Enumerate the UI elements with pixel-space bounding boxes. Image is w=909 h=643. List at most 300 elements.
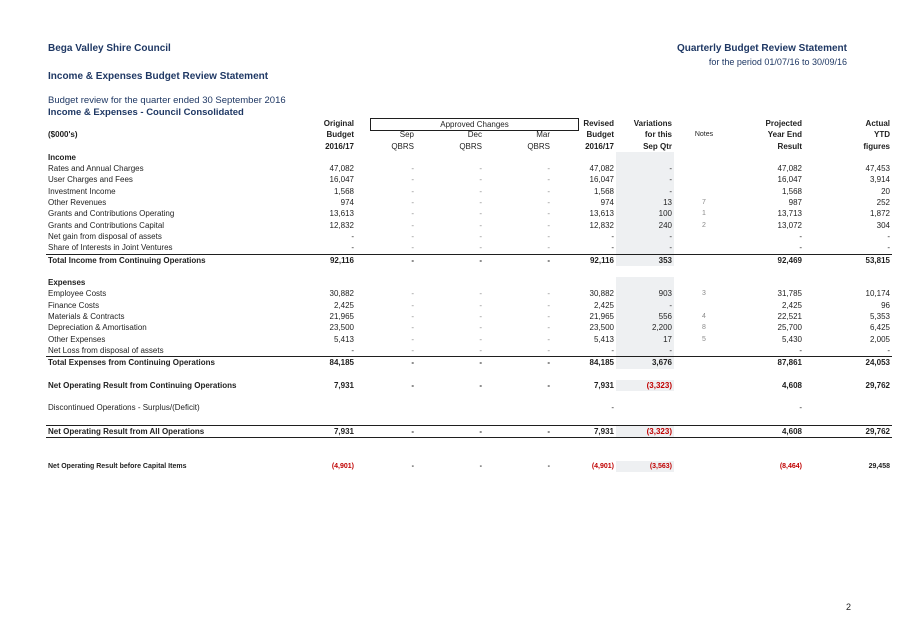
table-cell <box>804 438 892 450</box>
col-qbrs-dec: QBRS <box>459 141 482 151</box>
row-label: Total Income from Continuing Operations <box>46 254 276 266</box>
table-cell <box>616 369 674 380</box>
table-cell <box>276 369 356 380</box>
cell-proj: 22,521 <box>777 312 802 322</box>
cell-rev: (4,901) <box>591 462 614 470</box>
cell-proj: 31,785 <box>777 289 802 299</box>
table-cell <box>46 266 276 277</box>
table-cell <box>552 391 616 402</box>
cell-orig: 92,116 <box>276 254 356 266</box>
cell-ytd: 2,005 <box>869 334 890 344</box>
col-original: Original <box>323 119 354 128</box>
table-cell <box>734 450 804 461</box>
review-line: Budget review for the quarter ended 30 September 2016 <box>48 95 286 106</box>
table-cell <box>276 266 356 277</box>
table-cell <box>734 438 804 450</box>
cell-var: 556 <box>616 311 674 322</box>
cell-ytd: 252 <box>876 198 890 208</box>
cell-proj: 987 <box>788 198 802 208</box>
table-cell <box>674 369 734 380</box>
cell-orig: 47,082 <box>329 164 354 174</box>
col-year: 2016/17 <box>325 141 354 151</box>
cell-dec: - <box>479 462 482 470</box>
table-cell <box>484 152 552 163</box>
cell-var: - <box>616 345 674 357</box>
cell-orig: 1,568 <box>333 186 354 196</box>
cell-sep: - <box>411 231 414 241</box>
blank <box>356 118 416 129</box>
cell-orig: 23,500 <box>329 323 354 333</box>
table-cell <box>552 438 616 450</box>
income-total-row <box>46 254 892 266</box>
table-cell <box>616 391 674 402</box>
table-cell <box>276 402 356 413</box>
row-label: Net Operating Result from Continuing Operations <box>48 380 237 390</box>
cell-sep: - <box>356 426 416 438</box>
cell-mar: - <box>547 186 550 196</box>
cell-rev: - <box>611 403 614 413</box>
blank <box>674 118 734 129</box>
col-figures: figures <box>863 141 890 151</box>
cell-rev: 23,500 <box>589 323 614 333</box>
table-cell <box>46 369 276 380</box>
cell-var: 13 <box>616 197 674 208</box>
cell-orig: 974 <box>340 198 354 208</box>
blank <box>416 118 484 129</box>
cell-rev: 13,613 <box>589 209 614 219</box>
cell-rev: 7,931 <box>552 426 616 438</box>
cell-orig: 7,931 <box>333 380 354 390</box>
cell-note <box>674 426 734 438</box>
cell-sep: - <box>411 380 414 390</box>
cell-sep: - <box>411 220 414 230</box>
cell-proj: - <box>799 231 802 241</box>
section-heading: Expenses <box>48 278 86 288</box>
table-cell <box>416 414 484 426</box>
row-label: Rates and Annual Charges <box>48 164 144 174</box>
page-number: 2 <box>846 602 852 612</box>
income-row <box>46 186 892 197</box>
table-cell <box>804 414 892 426</box>
expense-row <box>46 322 892 333</box>
col-result: Result <box>777 141 802 151</box>
cell-rev: 7,931 <box>593 380 614 390</box>
row-label: Materials & Contracts <box>48 312 125 322</box>
table-cell <box>484 369 552 380</box>
expense-row <box>46 300 892 311</box>
cell-ytd: 20 <box>881 186 890 196</box>
cell-note <box>674 345 734 357</box>
col-sep: Sep <box>399 130 414 140</box>
cell-note <box>674 254 734 266</box>
cell-mar: - <box>547 345 550 355</box>
cell-sep: - <box>411 323 414 333</box>
table-cell <box>734 369 804 380</box>
cell-mar: - <box>547 164 550 174</box>
cell-dec: - <box>479 231 482 241</box>
income-heading <box>46 152 892 163</box>
cell-rev: - <box>611 243 614 253</box>
col-budget-revised: Budget <box>586 130 614 140</box>
cell-proj: - <box>799 243 802 253</box>
cell-var: 353 <box>616 254 674 266</box>
row-label: Other Revenues <box>48 198 107 208</box>
section-title: Income & Expenses - Council Consolidated <box>48 107 244 118</box>
cell-rev: 84,185 <box>552 357 616 369</box>
cell-var: - <box>616 174 674 185</box>
cell-sep: - <box>356 357 416 369</box>
cell-orig: - <box>351 243 354 253</box>
table-cell <box>356 402 416 413</box>
col-mar: Mar <box>536 130 550 140</box>
cell-var: 240 <box>616 220 674 231</box>
cell-ytd: 53,815 <box>804 254 892 266</box>
cell-rev: 21,965 <box>589 312 614 322</box>
table-cell <box>416 266 484 277</box>
cell-dec: - <box>479 243 482 253</box>
table-cell <box>484 402 552 413</box>
col-budget: Budget <box>326 130 354 140</box>
table-cell <box>804 391 892 402</box>
cell-mar: - <box>547 243 550 253</box>
table-cell <box>674 438 734 450</box>
cell-note <box>674 300 734 311</box>
table-cell <box>276 438 356 450</box>
table-cell <box>552 369 616 380</box>
cell-note: 8 <box>702 324 706 332</box>
cell-orig: 84,185 <box>276 357 356 369</box>
cell-var: 3,676 <box>616 357 674 369</box>
blank <box>674 141 734 152</box>
table-cell <box>46 391 276 402</box>
table-cell <box>46 414 276 426</box>
cell-var: 2,200 <box>616 322 674 333</box>
cell-mar: - <box>547 312 550 322</box>
cell-mar: - <box>547 289 550 299</box>
cell-orig: 13,613 <box>329 209 354 219</box>
col-qbrs-sep: QBRS <box>391 141 414 151</box>
row-label: Net Loss from disposal of assets <box>48 345 164 355</box>
table-cell <box>674 277 734 288</box>
cell-sep: - <box>411 175 414 185</box>
row-label: Share of Interests in Joint Ventures <box>48 243 173 253</box>
spacer <box>46 369 892 380</box>
cell-sep: - <box>411 243 414 253</box>
units-label: ($000's) <box>48 130 78 140</box>
cell-proj: 13,072 <box>777 220 802 230</box>
cell-proj: 1,568 <box>781 186 802 196</box>
cell-proj: 16,047 <box>777 175 802 185</box>
expenses-total-row <box>46 357 892 369</box>
cell-orig: 12,832 <box>329 220 354 230</box>
col-year-end: Year End <box>767 130 802 140</box>
row-label: User Charges and Fees <box>48 175 133 185</box>
income-row <box>46 231 892 242</box>
table-cell <box>484 450 552 461</box>
table-cell <box>276 277 356 288</box>
statement-title: Income & Expenses Budget Review Statement <box>48 71 269 82</box>
discontinued-row <box>46 402 892 413</box>
cell-ytd: 29,458 <box>868 462 890 470</box>
expense-row <box>46 345 892 357</box>
cell-ytd: 5,353 <box>869 312 890 322</box>
expense-row <box>46 311 892 322</box>
table-cell <box>356 391 416 402</box>
col-dec: Dec <box>467 130 482 140</box>
table-cell <box>552 152 616 163</box>
col-ytd: YTD <box>874 130 890 140</box>
cell-sep: - <box>411 186 414 196</box>
cell-sep: - <box>411 198 414 208</box>
cell-note: 1 <box>702 210 706 218</box>
table-cell <box>674 402 734 413</box>
table-cell <box>552 414 616 426</box>
cell-dec: - <box>479 220 482 230</box>
cell-sep: - <box>411 334 414 344</box>
spacer <box>46 438 892 450</box>
cell-var: - <box>616 300 674 311</box>
cell-dec: - <box>479 289 482 299</box>
expenses-heading <box>46 277 892 288</box>
approved-changes-header: Approved Changes <box>370 118 579 131</box>
cell-rev: 16,047 <box>589 175 614 185</box>
table-cell <box>484 277 552 288</box>
table-cell <box>674 152 734 163</box>
cell-var: 903 <box>616 288 674 299</box>
table-cell <box>416 438 484 450</box>
cell-mar: - <box>547 175 550 185</box>
cell-dec: - <box>479 209 482 219</box>
table-cell <box>484 438 552 450</box>
table-cell <box>804 152 892 163</box>
cell-dec: - <box>479 198 482 208</box>
section-heading: Income <box>48 152 77 162</box>
cell-note <box>674 461 734 472</box>
table-cell <box>356 414 416 426</box>
cell-sep: - <box>411 312 414 322</box>
row-label: Discontinued Operations - Surplus/(Deficit) <box>48 403 200 413</box>
table-cell <box>804 450 892 461</box>
col-qbrs-mar: QBRS <box>527 141 550 151</box>
cell-orig: 16,047 <box>329 175 354 185</box>
cell-ytd: 6,425 <box>869 323 890 333</box>
net-before-capital-row <box>46 461 892 472</box>
cell-ytd: 24,053 <box>804 357 892 369</box>
blank <box>484 118 552 129</box>
table-cell <box>804 266 892 277</box>
table-cell <box>552 450 616 461</box>
table-cell <box>416 402 484 413</box>
blank <box>46 141 276 152</box>
cell-rev: 92,116 <box>552 254 616 266</box>
cell-note <box>674 163 734 174</box>
table-cell <box>356 450 416 461</box>
cell-ytd: 3,914 <box>869 175 890 185</box>
table-cell <box>46 450 276 461</box>
row-label: Employee Costs <box>48 289 107 299</box>
table-cell <box>276 152 356 163</box>
cell-mar: - <box>484 254 552 266</box>
cell-note: 7 <box>702 199 706 207</box>
report-period: for the period 01/07/16 to 30/09/16 <box>708 57 847 67</box>
table-cell <box>674 391 734 402</box>
table-cell <box>734 414 804 426</box>
expense-row <box>46 334 892 345</box>
cell-var: - <box>616 242 674 254</box>
cell-rev: - <box>611 231 614 241</box>
cell-orig: 30,882 <box>329 289 354 299</box>
col-revised: Revised <box>583 119 614 128</box>
cell-orig: 7,931 <box>276 426 356 438</box>
cell-ytd: 1,872 <box>869 209 890 219</box>
cell-var: - <box>616 186 674 197</box>
cell-proj: 47,082 <box>777 164 802 174</box>
cell-proj: - <box>799 403 802 413</box>
income-row <box>46 208 892 219</box>
cell-rev: 47,082 <box>589 164 614 174</box>
council-name: Bega Valley Shire Council <box>48 43 171 54</box>
cell-ytd: 10,174 <box>865 289 890 299</box>
cell-ytd: 29,762 <box>865 380 890 390</box>
cell-note: 5 <box>702 335 706 343</box>
col-variations: Variations <box>633 119 672 128</box>
cell-proj: 92,469 <box>734 254 804 266</box>
table-cell <box>356 266 416 277</box>
cell-dec: - <box>479 164 482 174</box>
income-row <box>46 220 892 231</box>
row-label: Finance Costs <box>48 300 100 310</box>
header-row-3 <box>46 141 892 152</box>
table-cell <box>484 391 552 402</box>
table-cell <box>416 152 484 163</box>
spacer <box>46 450 892 461</box>
cell-dec: - <box>479 334 482 344</box>
cell-dec: - <box>479 380 482 390</box>
table-cell <box>616 414 674 426</box>
table-cell <box>804 402 892 413</box>
table-cell <box>484 266 552 277</box>
cell-mar: - <box>484 426 552 438</box>
col-projected: Projected <box>765 119 802 128</box>
row-label: Investment Income <box>48 186 116 196</box>
cell-mar: - <box>484 357 552 369</box>
cell-orig: (4,901) <box>331 462 354 470</box>
row-label: Grants and Contributions Operating <box>48 209 175 219</box>
row-label: Net Operating Result from All Operations <box>46 426 276 438</box>
blank <box>46 118 276 129</box>
cell-sep: - <box>411 289 414 299</box>
col-notes: Notes <box>694 131 714 139</box>
cell-note: 3 <box>702 290 706 298</box>
table-cell <box>734 266 804 277</box>
cell-proj: 25,700 <box>777 323 802 333</box>
spacer <box>46 391 892 402</box>
cell-mar: - <box>547 323 550 333</box>
cell-dec: - <box>479 300 482 310</box>
table-cell <box>616 438 674 450</box>
cell-mar: - <box>547 380 550 390</box>
table-cell <box>616 402 674 413</box>
cell-note <box>674 242 734 254</box>
cell-mar: - <box>547 334 550 344</box>
cell-orig: - <box>351 345 354 355</box>
row-label: Other Expenses <box>48 334 106 344</box>
spacer <box>46 414 892 426</box>
cell-rev: - <box>611 345 614 355</box>
cell-mar: - <box>547 209 550 219</box>
cell-ytd: 304 <box>876 220 890 230</box>
table-cell <box>616 266 674 277</box>
net-continuing-row <box>46 380 892 391</box>
cell-dec: - <box>416 254 484 266</box>
table-cell <box>484 414 552 426</box>
table-cell <box>276 450 356 461</box>
cell-proj: - <box>799 345 802 355</box>
cell-proj: 2,425 <box>781 300 802 310</box>
table-cell <box>416 369 484 380</box>
cell-ytd: - <box>887 231 890 241</box>
row-label: Depreciation & Amortisation <box>48 323 147 333</box>
table-cell <box>734 152 804 163</box>
cell-note: 2 <box>702 221 706 229</box>
cell-sep: - <box>411 209 414 219</box>
cell-sep: - <box>411 462 414 470</box>
cell-var: - <box>616 163 674 174</box>
cell-dec: - <box>416 357 484 369</box>
col-sep-qtr: Sep Qtr <box>643 141 672 151</box>
cell-note <box>674 380 734 391</box>
table-cell <box>552 277 616 288</box>
income-row <box>46 174 892 185</box>
table-cell <box>276 414 356 426</box>
table-cell <box>552 266 616 277</box>
table-cell <box>616 450 674 461</box>
cell-note <box>674 174 734 185</box>
table-cell <box>416 391 484 402</box>
cell-proj: 5,430 <box>781 334 802 344</box>
cell-ytd: - <box>887 345 890 355</box>
cell-rev: 12,832 <box>589 220 614 230</box>
cell-var: - <box>616 231 674 242</box>
budget-table <box>46 118 892 472</box>
cell-sep: - <box>411 300 414 310</box>
income-row <box>46 242 892 254</box>
table-cell <box>804 277 892 288</box>
cell-orig: 5,413 <box>333 334 354 344</box>
cell-mar: - <box>547 220 550 230</box>
cell-mar: - <box>547 300 550 310</box>
table-cell <box>356 369 416 380</box>
table-cell <box>804 369 892 380</box>
table-cell <box>416 450 484 461</box>
cell-var: (3,563) <box>616 461 674 472</box>
cell-mar: - <box>547 462 550 470</box>
cell-var: 100 <box>616 208 674 219</box>
cell-rev: 1,568 <box>593 186 614 196</box>
cell-note: 4 <box>702 313 706 321</box>
cell-proj: 13,713 <box>777 209 802 219</box>
cell-dec: - <box>479 312 482 322</box>
table-cell <box>674 450 734 461</box>
row-label: Net Operating Result before Capital Items <box>48 462 187 470</box>
cell-mar: - <box>547 231 550 241</box>
spacer <box>46 266 892 277</box>
table-cell <box>356 438 416 450</box>
header-row-2 <box>46 129 892 140</box>
row-label: Grants and Contributions Capital <box>48 220 165 230</box>
cell-var: 17 <box>616 334 674 345</box>
cell-rev: 5,413 <box>593 334 614 344</box>
